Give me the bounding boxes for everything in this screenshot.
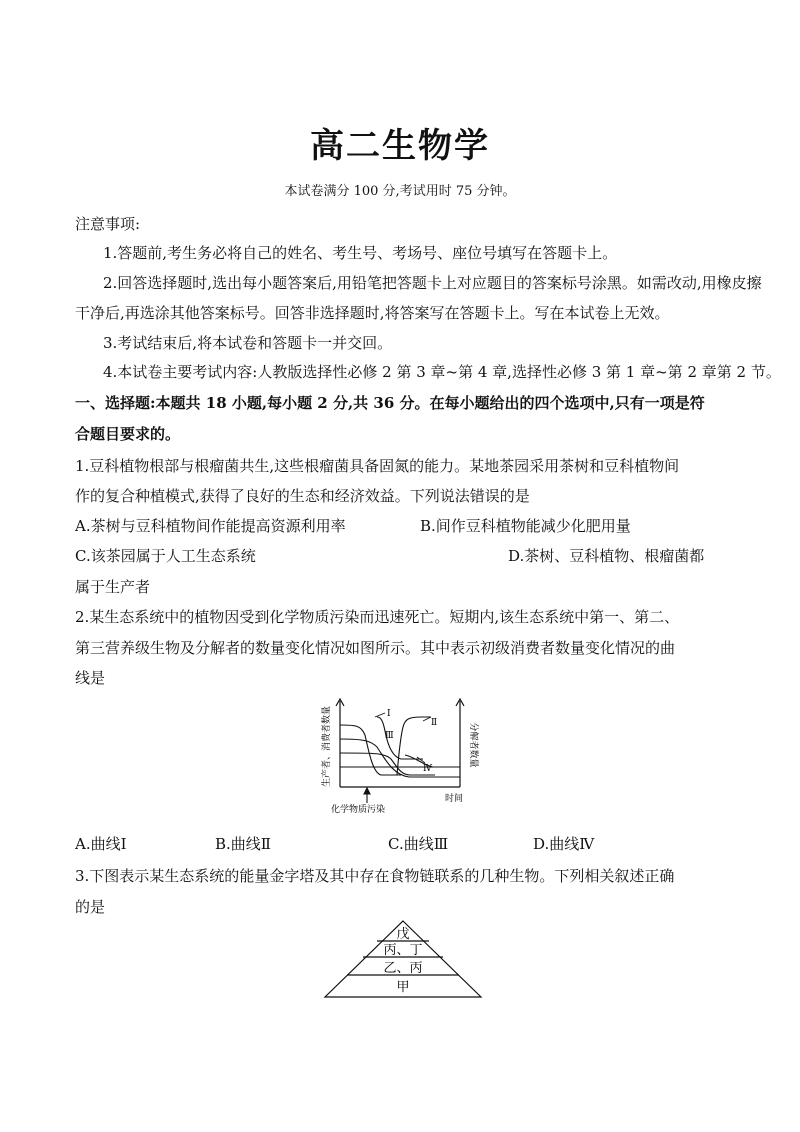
q1-option-a: A.茶树与豆科植物间作能提高资源利用率	[75, 517, 346, 535]
note-item-2-line1: 2.回答选择题时,选出每小题答案后,用铅笔把答题卡上对应题目的答案标号涂黑。如需改动,用橡皮擦	[103, 274, 762, 292]
note-item-4: 4.本试卷主要考试内容:人教版选择性必修 2 第 3 章~第 4 章,选择性必修 3 第 1 章~第 2 章第 2 节。	[103, 363, 781, 381]
note-item-2-line2: 干净后,再选涂其他答案标号。回答非选择题时,将答案写在答题卡上。写在本试卷上无效。	[75, 304, 670, 322]
curve-i	[377, 717, 423, 759]
pyramid-level-3: 丙、丁	[383, 943, 423, 958]
pollution-label: 化学物质污染	[331, 805, 386, 815]
q1-stem-line1: 1.豆科植物根部与根瘤菌共生,这些根瘤菌具备固氮的能力。某地茶园采用茶树和豆科植物间	[75, 457, 680, 475]
q2-stem-line2: 第三营养级生物及分解者的数量变化情况如图所示。其中表示初级消费者数量变化情况的曲	[75, 639, 676, 657]
left-axis-label: 生产者、消费者数量	[322, 705, 332, 787]
q1-option-c: C.该茶园属于人工生态系统	[75, 547, 256, 565]
q2-stem-line1: 2.某生态系统中的植物因受到化学物质污染而迅速死亡。短期内,该生态系统中第一、第二、	[75, 608, 680, 626]
q1-stem-line2: 作的复合种植模式,获得了良好的生态和经济效益。下列说法错误的是	[75, 487, 530, 505]
pyramid-level-1: 甲	[396, 980, 410, 995]
q2-stem-line3: 线是	[75, 669, 106, 687]
curve-i-label: Ⅰ	[387, 709, 391, 719]
curve-iii-label: Ⅲ	[385, 731, 394, 741]
q1-option-d-line1: D.茶树、豆科植物、根瘤菌都	[508, 547, 705, 565]
q1-option-d-line2: 属于生产者	[75, 578, 151, 596]
q2-option-b: B.曲线Ⅱ	[215, 835, 271, 853]
notes-heading: 注意事项:	[75, 215, 141, 233]
energy-pyramid	[318, 915, 488, 1003]
curve-iv-label: Ⅳ	[423, 764, 432, 774]
curve-lower-decline	[340, 753, 435, 775]
population-curve-figure	[305, 695, 495, 815]
q3-stem-line1: 3.下图表示某生态系统的能量金字塔及其中存在食物链联系的几种生物。下列相关叙述正确	[75, 867, 675, 885]
x-axis-label: 时间	[445, 794, 464, 804]
q2-option-a: A.曲线Ⅰ	[75, 835, 127, 853]
exam-info: 本试卷满分 100 分,考试用时 75 分钟。	[284, 184, 516, 199]
pyramid-level-4: 戊	[396, 927, 410, 942]
pyramid-level-2: 乙、丙	[383, 961, 423, 976]
q2-option-d: D.曲线Ⅳ	[533, 835, 595, 853]
q3-stem-line2: 的是	[75, 898, 106, 916]
page-title: 高二生物学	[310, 126, 490, 166]
section-heading-line2: 合题目要求的。	[75, 425, 181, 443]
section-heading-line1: 一、选择题:本题共 18 小题,每小题 2 分,共 36 分。在每小题给出的四个选项中,只有一项是符	[75, 394, 705, 412]
note-item-1: 1.答题前,考生务必将自己的姓名、考生号、考场号、座位号填写在答题卡上。	[103, 244, 618, 262]
note-item-3: 3.考试结束后,将本试卷和答题卡一并交回。	[103, 334, 393, 352]
right-axis-label: 分解者数量	[468, 722, 478, 768]
q1-option-b: B.间作豆科植物能减少化肥用量	[420, 517, 631, 535]
q2-option-c: C.曲线Ⅲ	[388, 835, 449, 853]
curve-ii-label: Ⅱ	[431, 718, 438, 728]
